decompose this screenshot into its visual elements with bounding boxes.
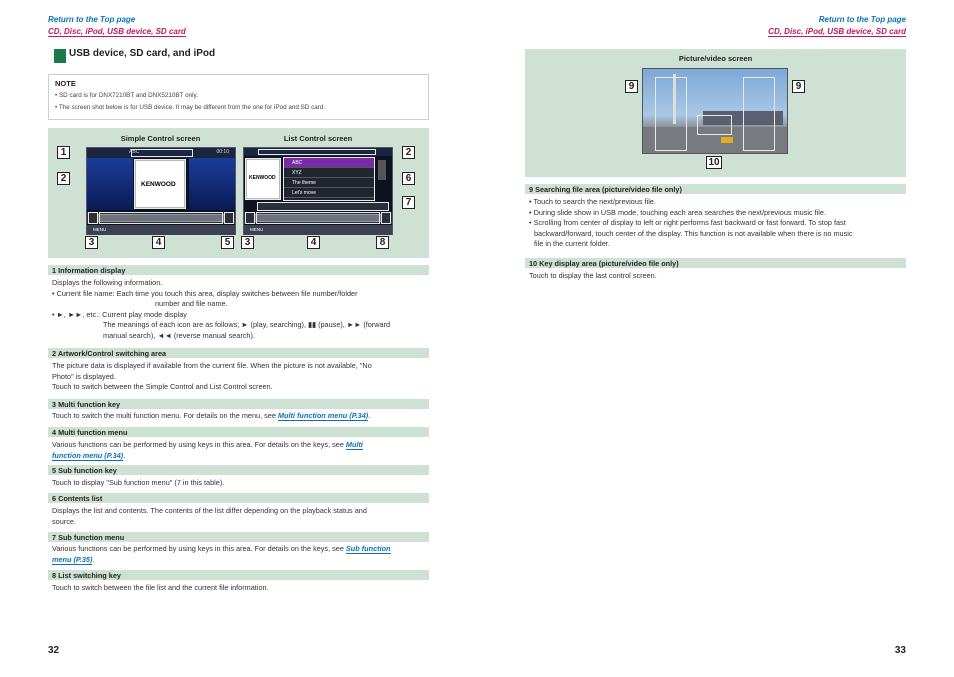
text-line: backward/forward, touch center of the display. This function is not available when there is no music [534,228,853,238]
text-run: . [123,450,126,460]
callout-1: 1 [57,146,70,159]
list-item[interactable]: Let's move [284,188,374,198]
section-marker [54,49,66,63]
callout-6: 6 [402,172,415,185]
item-body [52,544,430,565]
sub-menu-highlight [257,202,389,211]
item-heading: 1 Information display [48,265,429,275]
text-line: source. [52,516,76,526]
item-body [52,440,430,461]
simple-control-screen [86,147,236,235]
left-visual [87,158,133,210]
item-heading: 10 Key display area (picture/video file only) [525,258,906,268]
bottom-bar [87,225,235,235]
page-number-left: 32 [48,645,60,656]
text-line: Displays the list and contents. The contents of the list differ depending on the playback status and [52,506,367,515]
artwork-highlight [134,159,186,209]
callout-9-left: 9 [625,80,638,93]
list-control-screen [243,147,393,235]
key-display-area[interactable] [697,115,732,135]
item-body [52,278,430,341]
item-heading: 2 Artwork/Control switching area [48,348,429,358]
callout-5: 5 [221,236,234,249]
callout-4: 4 [152,236,165,249]
callout-4-list: 4 [307,236,320,249]
text-line: Displays the following information. [52,278,163,287]
search-left-area[interactable] [655,77,687,151]
item-body [529,197,905,250]
page-number-right: 33 [894,645,906,656]
note-line: • The screen shot below is for USB device. It may be different from the one for iPod and SD card. [55,104,326,111]
text-run: Touch to switch the multi function menu. For details on the menu, see [52,411,278,420]
text-line: • Touch to search the next/previous file. [529,197,656,206]
sub-link-right[interactable]: CD, Disc, iPod, USB device, SD card [768,27,906,36]
search-right-area[interactable] [743,77,775,151]
text-line: • ►, ►►, etc.: Current play mode display [52,309,187,319]
track-time: 00:10 [216,149,229,155]
text-line: Photo" is displayed. [52,371,116,381]
picture-video-label: Picture/video screen [678,54,753,63]
note-box [48,74,429,120]
note-line: • SD card is for DNX7210BT and DNX5210BT only. [55,92,198,99]
section-title: USB device, SD card, and iPod [69,48,216,59]
sub-link-left[interactable]: CD, Disc, iPod, USB device, SD card [48,27,186,36]
control-screens-figure [48,128,429,258]
text-run: Various functions can be performed by using keys in this area. For details on the keys, see [52,440,346,449]
callout-8: 8 [376,236,389,249]
text-run: Various functions can be performed by using keys in this area. For details on the keys, see [52,544,346,553]
sub-key-highlight [224,212,234,224]
item-heading: 7 Sub function menu [48,532,429,542]
item-body [52,478,430,489]
item-heading: 9 Searching file area (picture/video file only) [525,184,906,194]
menu-p35-link[interactable]: menu (P.35) [52,554,93,564]
text-line: The picture data is displayed if available from the current file. When the picture is not available, "No [52,361,372,370]
item-heading: 8 List switching key [48,570,429,580]
list-bottom-bar [244,225,392,235]
text-line: The meanings of each icon are as follows; ► (play, searching), ▮▮ (pause), ►► (forward [103,320,391,329]
text-line: Touch to switch between the Simple Control and List Control screen. [52,382,273,391]
contents-highlight [283,157,375,201]
list-artwork-highlight [245,158,281,200]
right-visual [189,158,235,210]
menu-highlight [99,212,223,224]
list-multi-key-highlight [245,212,255,224]
callout-9-right: 9 [792,80,805,93]
item-body [529,271,905,282]
simple-control-label: Simple Control screen [120,134,201,143]
item-heading: 4 Multi function menu [48,427,429,437]
text-line: Touch to switch between the file list and the current file information. [52,583,269,592]
function-menu-link[interactable]: function menu (P.34) [52,450,124,460]
text-line: • Current file name: Each time you touch this area, display switches between file number/folder [52,288,358,298]
text-line: Touch to display the last control screen. [529,271,657,280]
item-heading: 5 Sub function key [48,465,429,475]
item-body [52,583,430,594]
item-body [52,361,430,393]
list-item[interactable]: XYZ [284,168,374,178]
text-line: • Scrolling from center of display to left or right performs fast backward or fast forward. To stop fast [529,218,846,227]
brand-logo: KENWOOD [141,181,176,188]
list-switch-highlight [381,212,391,224]
callout-3: 3 [85,236,98,249]
text-run: . [92,554,95,564]
text-line: • During slide show in USB mode, touching each area searches the next/previous music file. [529,207,827,217]
callout-2: 2 [57,172,70,185]
text-line: file in the current folder. [534,239,610,248]
sub-function-link[interactable]: Sub function [345,544,391,553]
item-heading: 3 Multi function key [48,399,429,409]
list-item[interactable]: The theme [284,178,374,188]
item-body [52,506,430,527]
brand-logo-small: KENWOOD [249,175,276,181]
track-name: ABC [129,149,140,155]
text-line: Touch to display "Sub function menu" (7 in this table). [52,478,225,487]
callout-2-list: 2 [402,146,415,159]
multi-function-menu-link[interactable]: Multi function menu (P.34) [277,411,369,420]
callout-7: 7 [402,196,415,209]
list-scrollbar[interactable] [378,160,386,180]
note-title: NOTE [55,79,76,88]
list-menu-key[interactable]: MENU [250,227,264,232]
info-highlight [131,149,193,157]
multi-link[interactable]: Multi [345,440,363,449]
callout-10: 10 [706,156,722,169]
list-control-label: List Control screen [283,134,353,143]
callout-3-list: 3 [241,236,254,249]
list-info-highlight [258,149,376,155]
item-body [52,411,430,422]
text-run: . [368,411,371,420]
menu-key[interactable]: MENU [93,227,107,232]
list-item[interactable]: ABC [284,158,374,168]
return-top-link-left[interactable]: Return to the Top page [48,15,136,24]
list-menu-highlight [256,212,380,224]
text-line: number and file name. [155,299,228,308]
item-heading: 6 Contents list [48,493,429,503]
taxi [721,137,733,143]
text-line: manual search), ◄◄ (reverse manual search). [103,330,255,340]
return-top-link-right[interactable]: Return to the Top page [818,15,906,24]
multi-key-highlight [88,212,98,224]
picture-video-figure [525,49,906,177]
